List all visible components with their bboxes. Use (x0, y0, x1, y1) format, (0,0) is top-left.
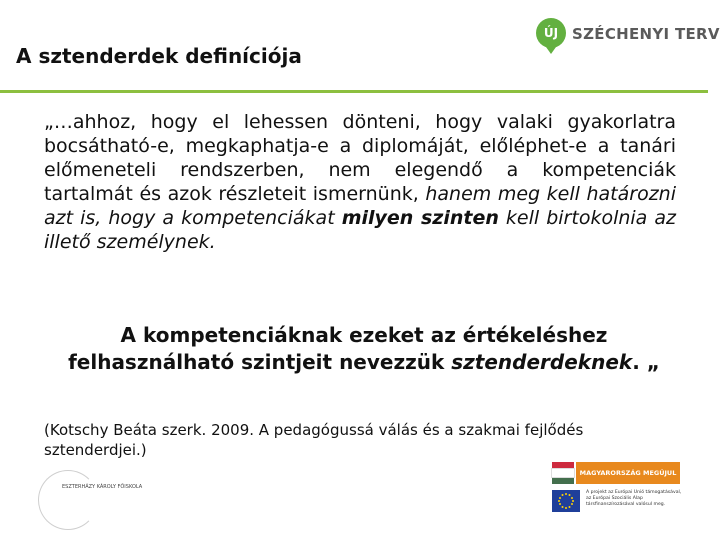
page-title: A sztenderdek definíciója (16, 44, 302, 68)
szechenyi-terv-logo (536, 18, 720, 54)
emphasis-close: . „ (632, 350, 660, 374)
emphasis-main: A kompetenciáknak ezeket az értékeléshez felhasználható szintjeit nevezzük (68, 323, 608, 374)
map-pin-icon: ÚJ (536, 18, 566, 48)
banner-text: MAGYARORSZÁG MEGÚJUL (576, 462, 680, 484)
eu-text: A projekt az Európai Unió támogatásával, az Európai Szociális Alap társfinanszírozásával valósul meg. (586, 490, 682, 507)
institution-logo-icon (38, 470, 98, 530)
title-divider (0, 90, 708, 93)
emphasis-statement (54, 322, 674, 376)
quote-part-3: milyen szinten (341, 207, 499, 229)
quote-paragraph (44, 110, 676, 254)
quote-part-4: kell birtokolnia az illető személynek. (44, 207, 676, 253)
quote-part-2: hanem meg kell határozni azt is, hogy a kompetenciákat (44, 183, 676, 229)
citation: (Kotschy Beáta szerk. 2009. A pedagógussá válás és a szakmai fejlődés sztenderdjei.) (44, 421, 584, 459)
magyarorszag-megujul-banner (552, 462, 680, 484)
quote-part-1: ahhoz, hogy el lehessen dönteni, hogy valaki gyakorlatra bocsátható-e, megkaphatja-e a diplomáját, előléphet-e a tanári előmeneteli rendszerben, nem elegendő a kompetenciák tartalmát és azok részleteit ismernünk, (44, 111, 676, 205)
emphasis-term: sztenderdeknek (451, 350, 633, 374)
logo-text: SZÉCHENYI TERV (572, 25, 720, 43)
eu-flag-icon (552, 490, 580, 512)
eu-funding-notice (552, 490, 680, 514)
hungarian-flag-icon (552, 462, 574, 484)
quote-open-mark: „… (44, 111, 73, 133)
institution-mark: ESZTERHÁZY KÁROLY FŐISKOLA (62, 484, 143, 490)
